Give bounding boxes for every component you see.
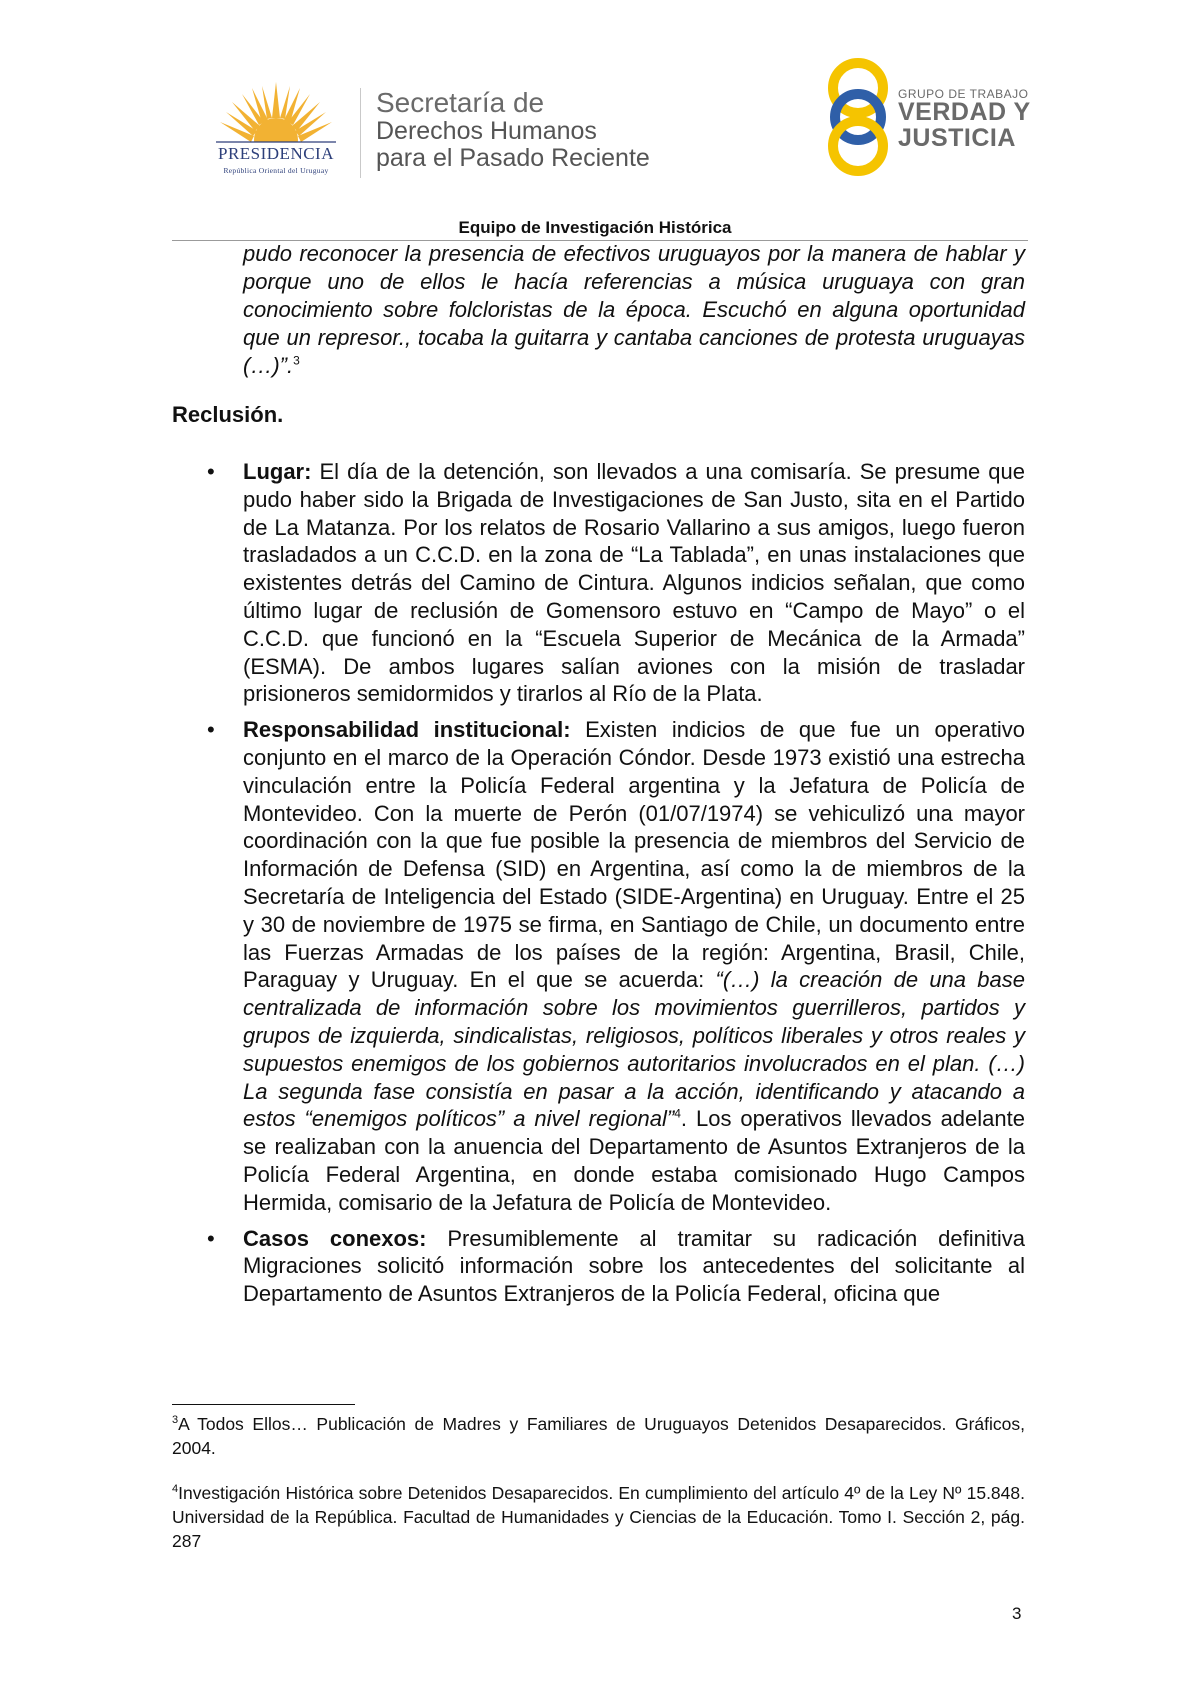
bullet-responsabilidad: [243, 716, 1025, 1216]
bullet-heading: Casos conexos:: [243, 1225, 427, 1251]
bullet-lugar: [243, 458, 1025, 708]
grupo-line1: GRUPO DE TRABAJO: [898, 87, 1029, 101]
footnote-text: A Todos Ellos… Publicación de Madres y Familiares de Uruguayos Detenidos Desaparecidos. Gráficos, 2004.: [172, 1414, 1025, 1458]
bullet-casos-conexos: [243, 1225, 1025, 1308]
footnote-3: [172, 1412, 1025, 1460]
secretaria-logo-text: [376, 88, 650, 172]
bullet-text: El día de la detención, son llevados a una comisaría. Se presume que pudo haber sido la Brigada de Investigaciones de San Justo, sita en el Partido de La Matanza. Por los relatos de Rosario Vallarino a sus amigos, luego fueron trasladados a un C.C.D. en la zona de “La Tablada”, en unas instalaciones que existentes detrás del Camino de Cintura. Algunos indicios señalan, que como último lugar de reclusión de Gomensoro estuvo en “Campo de Mayo” o el C.C.D. que funcionó en la “Escuela Superior de Mecánica de la Armada” (ESMA). De ambos lugares salían aviones con la misión de trasladar prisioneros semidormidos y tirarlos al Río de la Plata.: [243, 459, 1025, 707]
bullet-heading: Lugar:: [243, 459, 312, 484]
footnote-text: Investigación Histórica sobre Detenidos Desaparecidos. En cumplimiento del artículo 4º de la Ley Nº 15.848. Universidad de la República. Facultad de Humanidades y Ciencias de la Educación. Tomo I. Sección 2, pág. 287: [172, 1483, 1025, 1551]
team-header: Equipo de Investigación Histórica: [458, 218, 732, 237]
bullet-list: [243, 458, 1025, 1316]
footnote-number: 3: [172, 1414, 179, 1427]
secretaria-line1: Secretaría de: [376, 87, 545, 118]
quote-paragraph: [243, 240, 1025, 380]
footnote-ref-3: 3: [293, 353, 300, 368]
section-title: Reclusión.: [172, 402, 284, 427]
bullet-text-cont: . Los operativos llevados adelante se realizaban con la anuencia del Departamento de Asuntos Extranjeros de la Policía Federal Argentina, en donde estaba comisionado Hugo Campos Hermida, comisario de la Jefatura de Policía de Montevideo.: [243, 1106, 1025, 1215]
footnote-number: 4: [172, 1483, 179, 1496]
bullet-text: Existen indicios de que fue un operativo conjunto en el marco de la Operación Cóndor. Desde 1973 existió una estrecha vinculación entre la Policía Federal argentina y la Jefatura de Policía de Montevideo. Con la muerte de Perón (01/07/1974) se vehiculizó una mayor coordinación con la que fue posible la presencia de miembros del Servicio de Información de Defensa (SID) en Argentina, así como la de miembros de la Secretaría de Inteligencia del Estado (SIDE-Argentina) en Uruguay. Entre el 25 y 30 de noviembre de 1975 se firma, en Santiago de Chile, un documento entre las Fuerzas Armadas de los países de la región: Argentina, Brasil, Chile, Paraguay y Uruguay. En el que se acuerda:: [243, 717, 1025, 993]
quote-text: pudo reconocer la presencia de efectivos uruguayos por la manera de hablar y porque uno de ellos le hacía referencias a música uruguaya con gran conocimiento sobre folcloristas de la época. Escuchó en alguna oportunidad que un represor., tocaba la guitarra y cantaba canciones de protesta uruguayas (…)”.: [243, 241, 1025, 378]
verdad-justicia-rings-icon: [822, 56, 894, 178]
page-number: 3: [1012, 1604, 1022, 1623]
footnote-4: [172, 1481, 1025, 1553]
grupo-line2: VERDAD Y: [898, 98, 1031, 126]
grupo-trabajo-text: [898, 88, 1031, 151]
presidencia-title: PRESIDENCIA: [217, 144, 334, 163]
grupo-line3: JUSTICIA: [898, 124, 1016, 152]
secretaria-line3: para el Pasado Reciente: [376, 144, 650, 173]
secretaria-line2: Derechos Humanos: [376, 117, 597, 146]
presidencia-subtitle: República Oriental del Uruguay: [223, 166, 329, 175]
footnote-rule: [172, 1404, 355, 1405]
footnote-ref-4: 4: [674, 1107, 681, 1121]
bullet-quote: “(…) la creación de una base centralizada de información sobre los movimientos guerrilleros, partidos y grupos de izquierda, sindicalistas, religiosos, políticos liberales y otros reales y supuestos enemigos de los gobiernos autoritarios involucrados en el plan. (…) La segunda fase consistía en pasar a la acción, identificando y atacando a estos “enemigos políticos” a nivel regional”: [243, 967, 1025, 1132]
bullet-text: Presumiblemente al tramitar su radicación definitiva Migraciones solicitó información sobre los antecedentes del solicitante al Departamento de Asuntos Extranjeros de la Policía Federal, oficina que: [243, 1225, 1025, 1307]
header-divider: [360, 88, 361, 178]
bullet-heading: Responsabilidad institucional:: [243, 717, 571, 743]
